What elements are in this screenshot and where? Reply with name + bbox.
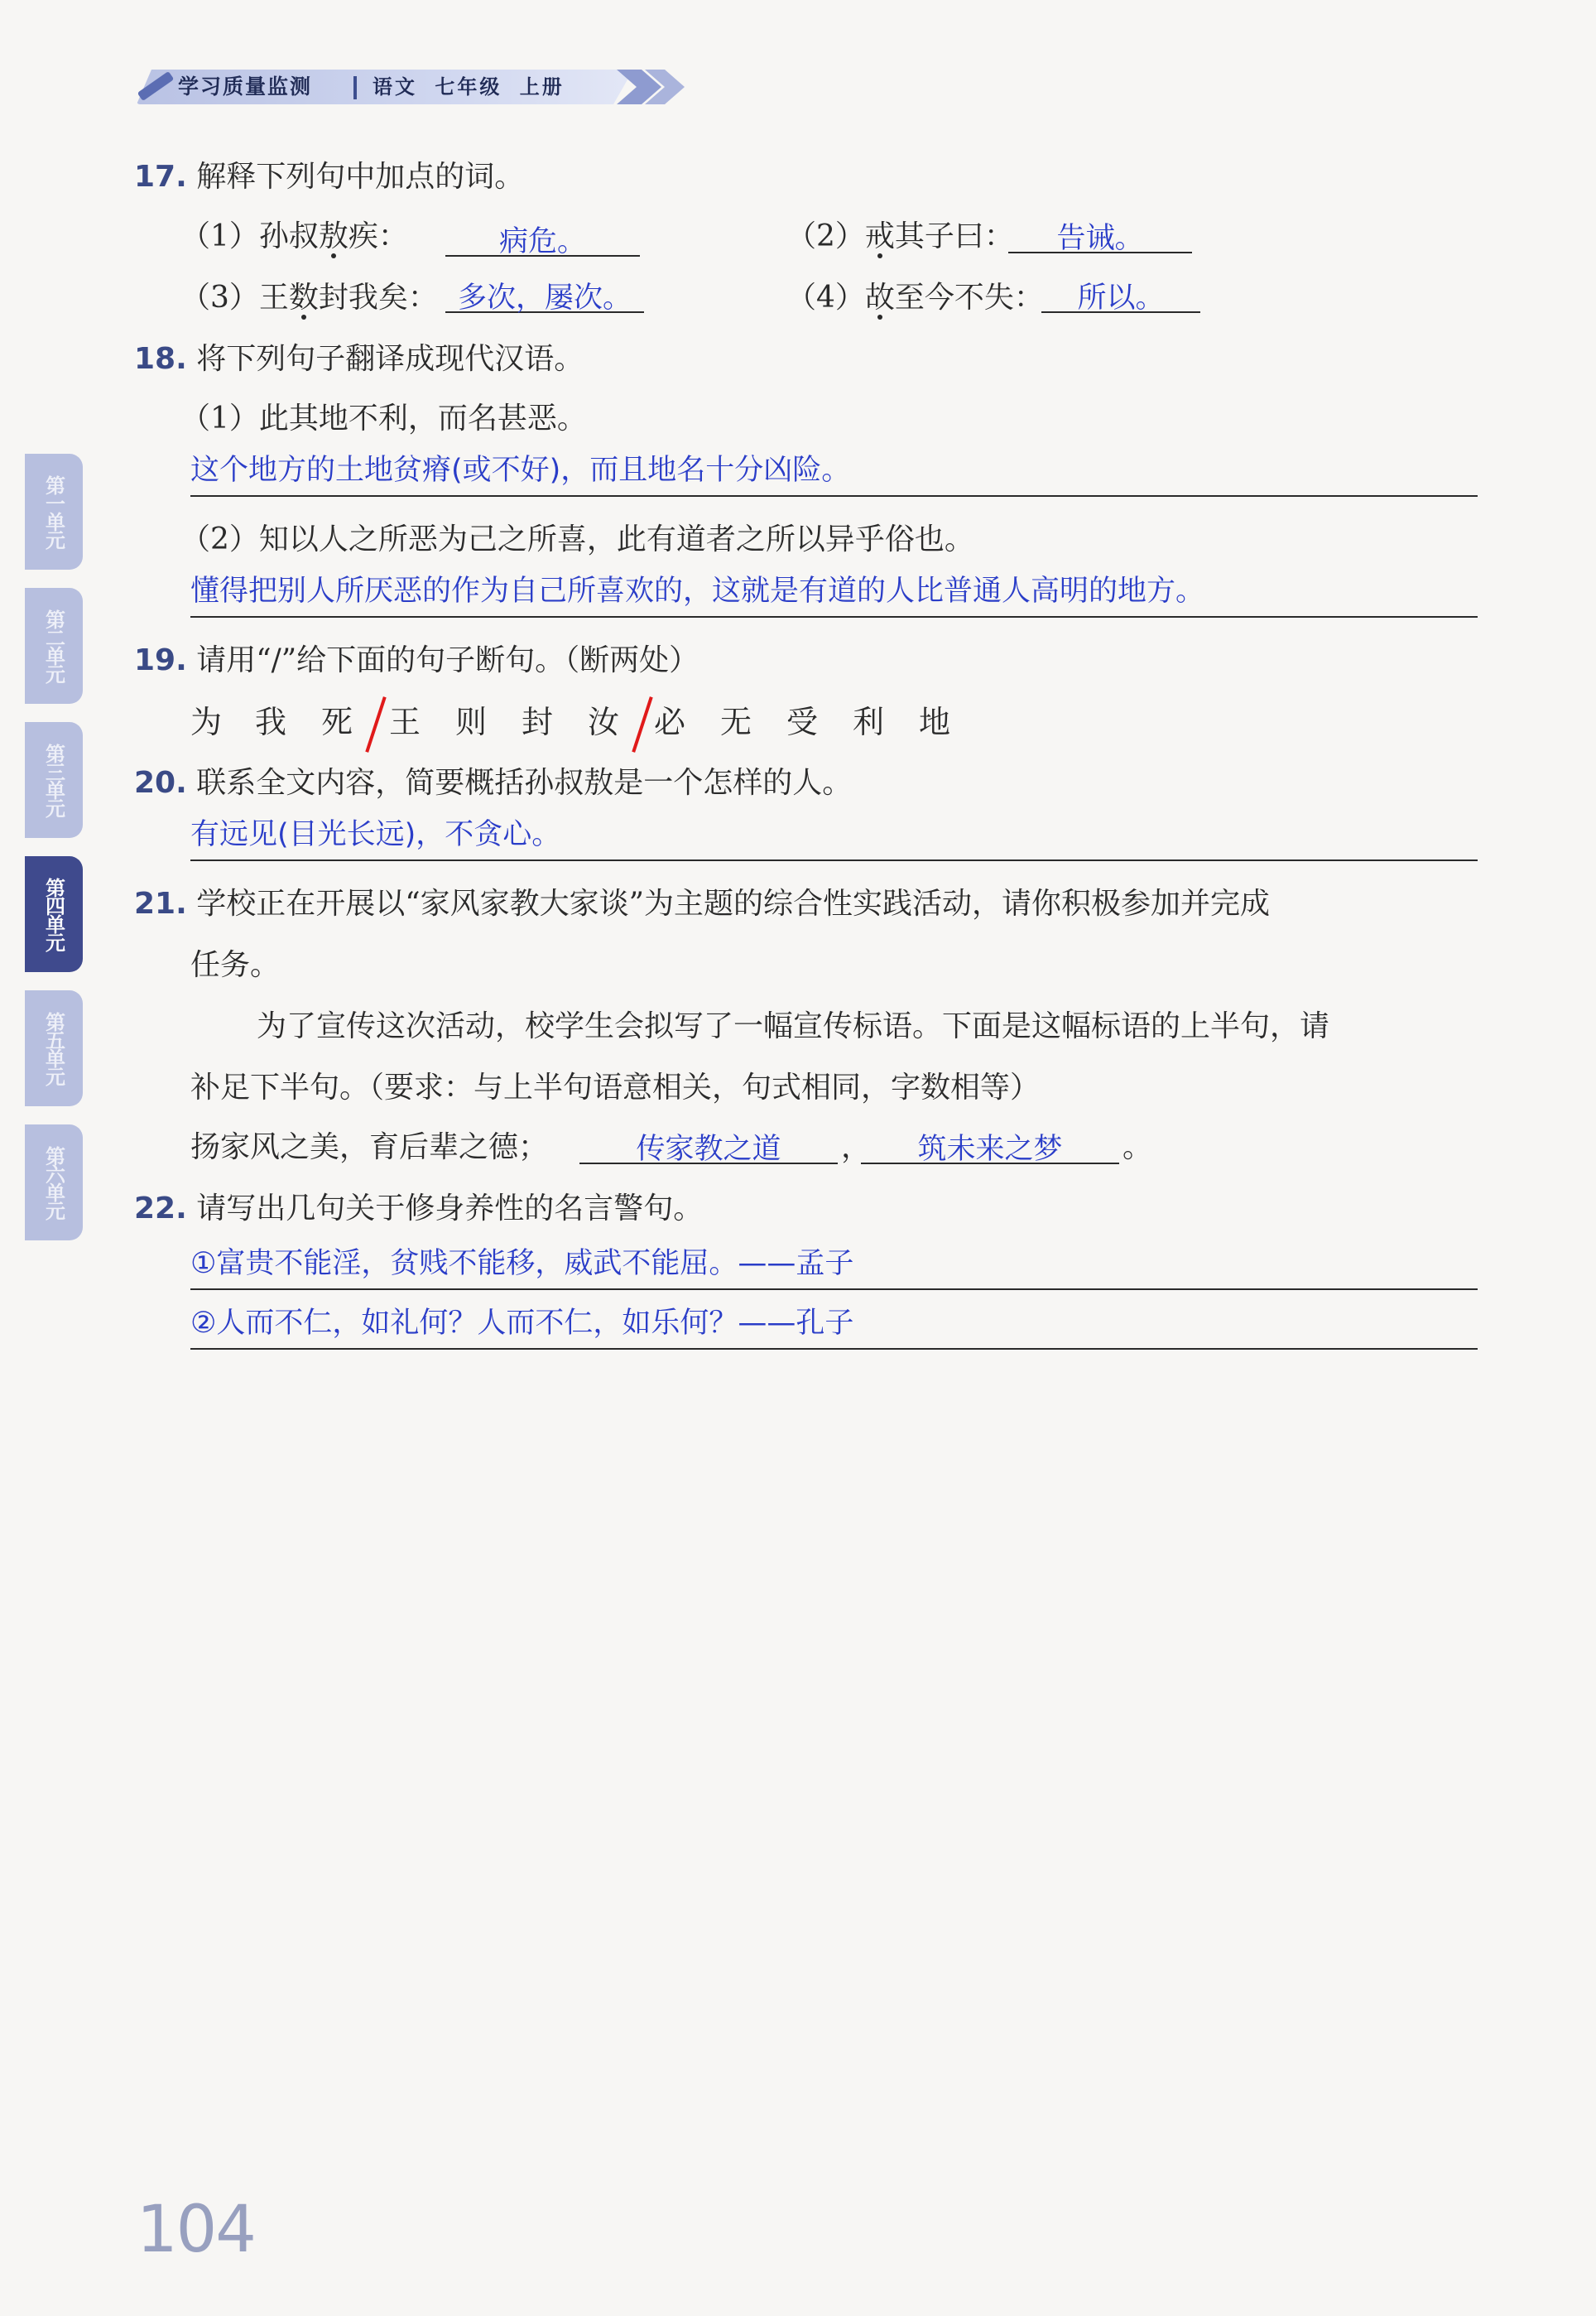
answer-text: 多次，屡次。 (457, 282, 632, 315)
chevron-arrows-icon (617, 65, 699, 109)
q17-answer-1 (445, 219, 640, 257)
question-number: 21. (134, 887, 187, 921)
question-17 (134, 159, 524, 195)
char: 汝 (588, 704, 620, 740)
header-divider (353, 76, 357, 99)
question-number: 18. (134, 342, 187, 376)
char: 王 (389, 704, 421, 740)
question-21 (134, 886, 1270, 922)
tab-unit-3[interactable]: 第三单元 (25, 722, 83, 838)
answer-line (190, 1288, 1478, 1290)
header-subject: 语文 七年级 上册 (373, 75, 565, 99)
item-text: 封我矣： (318, 281, 438, 315)
q18-answer-1: 这个地方的土地贫瘠(或不好)，而且地名十分凶险。 (190, 454, 851, 487)
dotted-word: 故 (864, 281, 895, 315)
dotted-word: 敖 (318, 219, 349, 253)
break-slash-mark (365, 696, 386, 753)
break-slash-mark (632, 696, 652, 753)
question-18 (134, 341, 584, 378)
char: 则 (455, 704, 488, 740)
q17-item-2 (786, 219, 1014, 255)
char: 死 (321, 704, 353, 740)
char: 我 (255, 704, 287, 740)
tab-unit-4[interactable]: 第四单元 (25, 856, 83, 972)
q17-answer-4 (1041, 275, 1200, 313)
q21-given-line: 扬家风之美，育后辈之德； (190, 1130, 549, 1164)
q21-answer-1 (579, 1126, 838, 1164)
question-19 (134, 643, 699, 679)
char: 封 (522, 704, 554, 740)
char: 必 (654, 704, 686, 740)
q21-paragraph: 为了宣传这次活动，校学生会拟写了一幅宣传标语。下面是这幅标语的上半句，请 (257, 1009, 1330, 1043)
answer-text: 传家教之道 (636, 1133, 781, 1166)
q17-answer-2 (1008, 215, 1192, 253)
item-text: （1）孙叔 (180, 219, 319, 253)
q22-answer-1: ①富贵不能淫，贫贱不能移，威武不能屈。——孟子 (190, 1247, 854, 1280)
comma: ， (841, 1130, 872, 1164)
period: 。 (1122, 1130, 1153, 1164)
question-prompt: 学校正在开展以“家风家教大家谈”为主题的综合性实践活动，请你积极参加并完成 (196, 887, 1271, 921)
answer-line (190, 495, 1478, 497)
char: 无 (720, 704, 752, 740)
header-title: 学习质量监测 (178, 75, 313, 99)
tab-unit-2[interactable]: 第二单元 (25, 588, 83, 704)
q18-sentence-2: （2）知以人之所恶为己之所喜，此有道者之所以异乎俗也。 (180, 522, 974, 556)
answer-line (190, 1348, 1478, 1350)
item-text: 疾： (348, 219, 408, 253)
answer-text: 筑未来之梦 (917, 1133, 1063, 1166)
item-text: （4） (786, 281, 865, 315)
question-number: 19. (134, 643, 187, 677)
page-header (137, 65, 699, 109)
answer-line (190, 859, 1478, 861)
q21-answer-2 (861, 1126, 1119, 1164)
char: 地 (919, 704, 951, 740)
q21-paragraph-cont: 补足下半句。（要求：与上半句语意相关，句式相同，字数相等） (190, 1071, 1041, 1105)
q17-item-1 (180, 219, 408, 255)
page-number: 104 (137, 2193, 255, 2267)
q17-answer-3 (445, 275, 644, 313)
char: 利 (853, 704, 885, 740)
question-22 (134, 1191, 703, 1227)
question-prompt: 将下列句子翻译成现代汉语。 (196, 342, 584, 376)
answer-text: 告诫。 (1056, 222, 1144, 255)
item-text: （3）王 (180, 281, 289, 315)
dotted-word: 戒 (864, 219, 895, 253)
item-text: 其子曰： (894, 219, 1014, 253)
q21-prompt-cont: 任务。 (190, 948, 281, 982)
question-prompt: 请写出几句关于修身养性的名言警句。 (196, 1192, 704, 1225)
question-number: 20. (134, 766, 187, 800)
q22-answer-2: ②人而不仁，如礼何？人而不仁，如乐何？——孔子 (190, 1307, 854, 1340)
q17-item-4 (786, 280, 1044, 316)
item-text: 至今不失： (894, 281, 1044, 315)
char: 受 (786, 704, 819, 740)
answer-text: 病危。 (498, 225, 586, 258)
question-number: 22. (134, 1192, 187, 1225)
tab-unit-5[interactable]: 第五单元 (25, 990, 83, 1106)
item-text: （2） (786, 219, 865, 253)
q18-answer-2: 懂得把别人所厌恶的作为自己所喜欢的，这就是有道的人比普通人高明的地方。 (190, 575, 1205, 608)
answer-text: 所以。 (1077, 282, 1165, 315)
answer-line (190, 616, 1478, 618)
tab-unit-1[interactable]: 第一单元 (25, 454, 83, 570)
tab-unit-6[interactable]: 第六单元 (25, 1124, 83, 1240)
q17-item-3 (180, 280, 438, 316)
q18-sentence-1: （1）此其地不利，而名甚恶。 (180, 402, 587, 436)
char: 为 (190, 704, 223, 740)
dotted-word: 数 (288, 281, 319, 315)
question-prompt: 请用“/”给下面的句子断句。（断两处） (196, 643, 699, 677)
question-20 (134, 765, 852, 802)
question-prompt: 联系全文内容，简要概括孙叔敖是一个怎样的人。 (196, 766, 853, 800)
q20-answer: 有远见(目光长远)，不贪心。 (190, 818, 561, 851)
question-prompt: 解释下列句中加点的词。 (196, 160, 525, 194)
question-number: 17. (134, 160, 187, 194)
